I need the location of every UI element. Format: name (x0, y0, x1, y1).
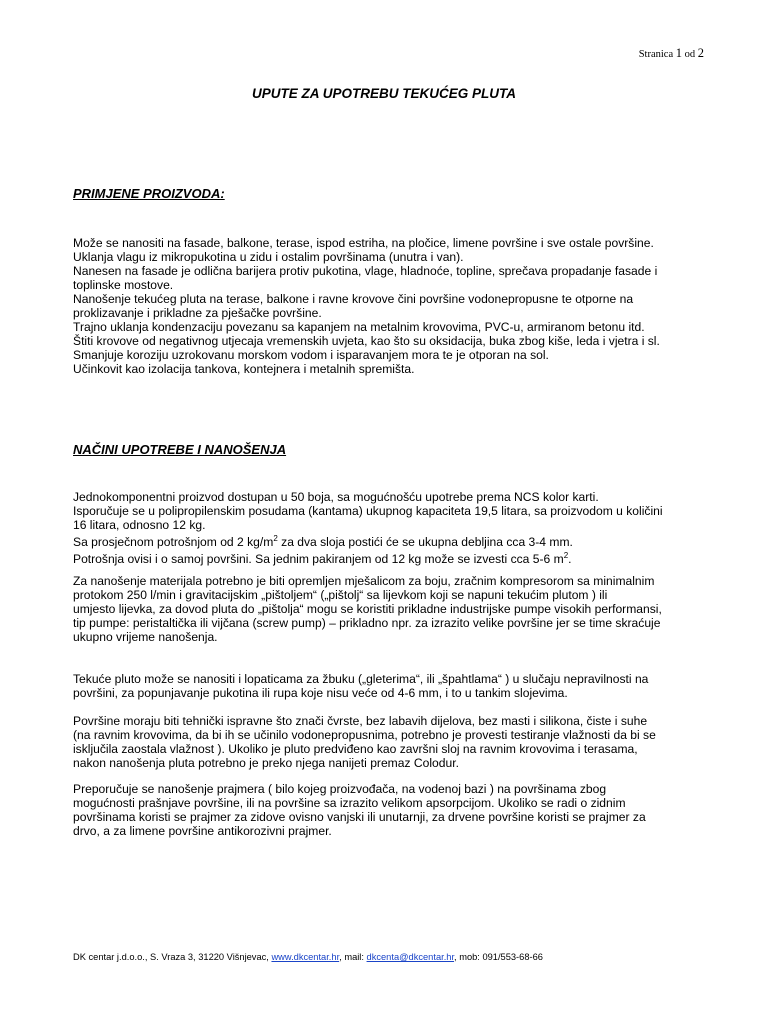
page-total: 2 (697, 46, 704, 60)
section-heading-applications: PRIMJENE PROIZVODA: (73, 186, 225, 201)
primer-paragraph (73, 782, 713, 838)
equipment-paragraph (73, 574, 713, 644)
text-line: Trajno uklanja kondenzaciju povezanu sa kapanjem na metalnim krovovima, PVC-u, armiranom betonu itd. (73, 320, 645, 334)
trowel-paragraph (73, 672, 713, 700)
page-footer (73, 952, 543, 962)
text-line: umjesto lijevka, za dovod pluta do „pištolja“ mogu se koristiti prikladne industrijske pumpe visokih performansi, (73, 602, 662, 616)
document-title: UPUTE ZA UPOTREBU TEKUĆEG PLUTA (251, 86, 516, 101)
text-line: površinama koristi se prajmer za zidove ovisno vanjski ili unutarnji, za drvene površine koristi se prajmer za (73, 810, 646, 824)
text-line: Može se nanositi na fasade, balkone, terase, ispod estriha, na pločice, limene površine i sve ostale površine. (73, 236, 654, 250)
footer-company: DK centar j.d.o.o., S. Vraza 3, 31220 Višnjevac, (73, 952, 272, 962)
website-link[interactable]: www.dkcentar.hr (271, 952, 340, 962)
text-line: 16 litara, odnosno 12 kg. (73, 518, 206, 532)
text-line: Štiti krovove od negativnog utjecaja vremenskih uvjeta, kao što su oksidacija, buka zbog kiše, leda i vjetra i sl. (73, 334, 660, 348)
text-line: Jednokomponentni proizvod dostupan u 50 boja, sa mogućnošću upotrebe prema NCS kolor karti. (73, 490, 599, 504)
email-link[interactable]: dkcenta@dkcentar.hr (366, 952, 455, 962)
page-current: 1 (675, 46, 682, 60)
text-line: Učinkovit kao izolacija tankova, kontejnera i metalnih spremišta. (73, 362, 415, 376)
text-line: Sa prosječnom potrošnjom od 2 $kg/m^2$ za dva sloja postići će se ukupna debljina cca 3-4 mm. (73, 534, 573, 550)
surface-prep-paragraph (73, 714, 713, 770)
text-line: isključila zaostala vlažnost ). Ukoliko je pluto predviđeno kao završni sloj na ravnim krovovima i terasama, (73, 742, 638, 756)
page-number-header (639, 46, 704, 61)
footer-mobile: , mob: 091/553-68-66 (454, 952, 543, 962)
text-line: Uklanja vlagu iz mikropukotina u zidu i ostalim površinama (unutra i van). (73, 250, 464, 264)
footer-mail-label: , mail: (339, 952, 367, 962)
text-line: proklizavanje i prikladne za pješačke površine. (73, 306, 322, 320)
text-line: drvo, a za limene površine antikorozivni prajmer. (73, 824, 332, 838)
text-line: površini, za popunjavanje pukotina ili rupa koje nisu veće od 4-6 mm, i to u tankim slojevima. (73, 686, 568, 700)
page-word: Stranica (638, 49, 674, 60)
text-line: toplinske mostove. (73, 278, 174, 292)
applications-paragraph (73, 236, 713, 376)
text-line: Potrošnja ovisi i o samoj površini. Sa jednim pakiranjem od 12 kg može se izvesti cca 5-6 $m^2$. (73, 551, 572, 567)
text-line: tip pumpe: peristaltička ili vijčana (screw pump) – prikladno npr. za izrazito velike površine jer se time skraćuje (73, 616, 661, 630)
text-line: Preporučuje se nanošenje prajmera ( bilo kojeg proizvođača, na vodenoj bazi ) na površinama zbog (73, 782, 607, 796)
text-line: Za nanošenje materijala potrebno je biti opremljen mješalicom za boju, zračnim kompresorom sa minimalnim (73, 574, 655, 588)
text-line: Tekuće pluto može se nanositi i lopaticama za žbuku („gleterima“, ili „špahtlama“ ) u slučaju nepravilnosti na (73, 672, 649, 686)
product-info-paragraph (73, 490, 713, 566)
text-line: Smanjuje koroziju uzrokovanu morskom vodom i isparavanjem mora te je otporan na sol. (73, 348, 549, 362)
section-heading-usage: NAČINI UPOTREBE I NANOŠENJA (73, 442, 287, 457)
text-line: protokom 250 l/min i gravitacijskim „pištoljem“ („pištolj“ sa lijevkom koji se napuni tekućim plutom ) ili (73, 588, 608, 602)
text-line: mogućnosti prašnjave površine, ili na površine sa izrazito velikom apsorpcijom. Ukoliko se radi o zidnim (73, 796, 626, 810)
text-line: Nanošenje tekućeg pluta na terase, balkone i ravne krovove čini površine vodonepropusne te otporne na (73, 292, 634, 306)
text-line: Površine moraju biti tehnički ispravne što znači čvrste, bez labavih dijelova, bez masti i silikona, čiste i suhe (73, 714, 648, 728)
text-line: (na ravnim krovovima, da bi ih se učinilo vodonepropusnima, potrebno je provesti testiranje vlažnosti da bi se (73, 728, 656, 742)
text-line: Isporučuje se u polipropilenskim posudama (kantama) ukupnog kapaciteta 19,5 litara, sa proizvodom u količini (73, 504, 663, 518)
of-word: od (684, 49, 696, 60)
text-line: Nanesen na fasade je odlična barijera protiv pukotina, vlage, hladnoće, topline, sprečava propadanje fasade i (73, 264, 658, 278)
text-line: nakon nanošenja pluta potrebno je preko njega nanijeti premaz Colodur. (73, 756, 459, 770)
text-line: ukupno vrijeme nanošenja. (73, 630, 218, 644)
